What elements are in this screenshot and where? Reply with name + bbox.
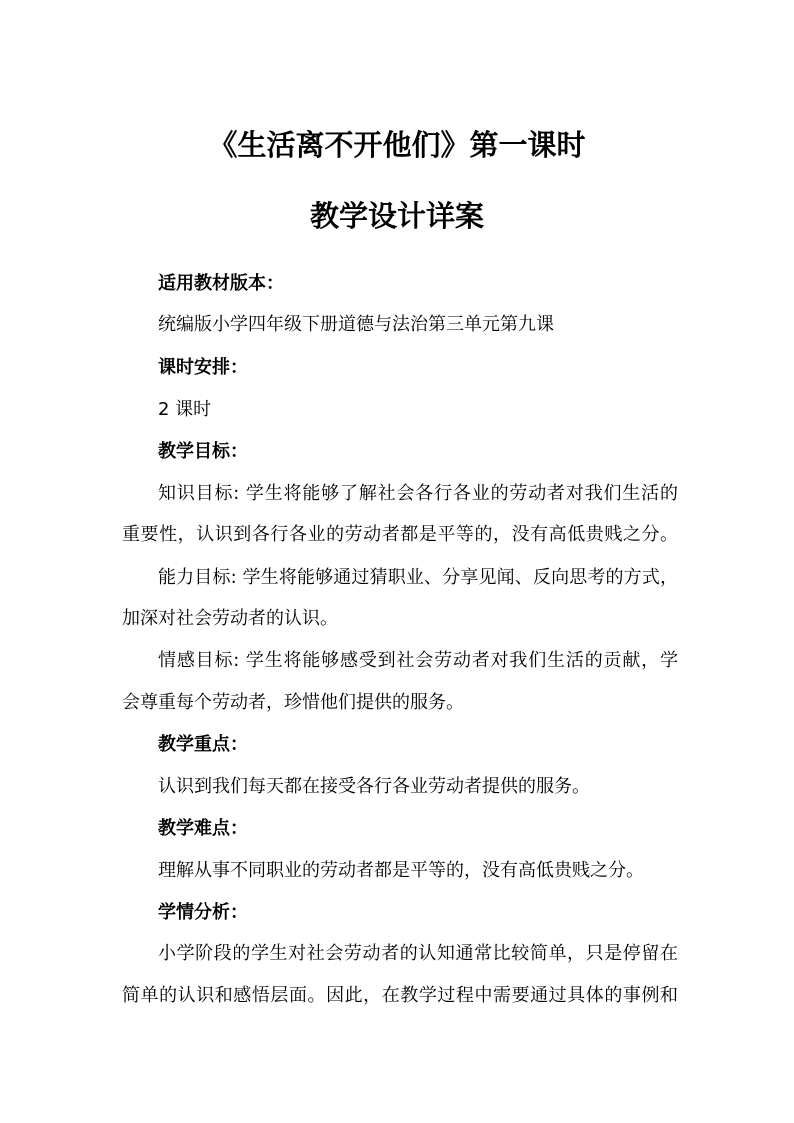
- schedule-value: 2 课时: [158, 399, 212, 420]
- difficulty-heading: 教学难点：: [158, 818, 248, 839]
- analysis-line1: 小学阶段的学生对社会劳动者的认知通常比较简单，只是停留在: [158, 943, 678, 964]
- document-title-line1: 《生活离不开他们》第一课时: [208, 128, 586, 162]
- emotion-objective-line1: 情感目标: 学生将能够感受到社会劳动者对我们生活的贡献，学: [158, 650, 678, 671]
- key-point-value: 认识到我们每天都在接受各行各业劳动者提供的服务。: [158, 776, 590, 797]
- schedule-heading: 课时安排：: [158, 357, 248, 378]
- key-point-heading: 教学重点：: [158, 734, 248, 755]
- knowledge-objective-line2: 重要性，认识到各行各业的劳动者都是平等的，没有高低贵贱之分。: [122, 524, 678, 545]
- textbook-heading: 适用教材版本：: [158, 273, 284, 294]
- difficulty-value: 理解从事不同职业的劳动者都是平等的，没有高低贵贱之分。: [158, 860, 644, 881]
- textbook-value: 统编版小学四年级下册道德与法治第三单元第九课: [158, 314, 554, 335]
- emotion-objective-line2: 会尊重每个劳动者，珍惜他们提供的服务。: [122, 692, 464, 713]
- analysis-heading: 学情分析：: [158, 902, 248, 923]
- objectives-heading: 教学目标：: [158, 441, 248, 462]
- ability-objective-line1: 能力目标: 学生将能够通过猜职业、分享见闻、反向思考的方式，: [158, 567, 678, 588]
- analysis-line2: 简单的认识和感悟层面。因此，在教学过程中需要通过具体的事例和: [122, 985, 678, 1006]
- knowledge-objective-line1: 知识目标: 学生将能够了解社会各行各业的劳动者对我们生活的: [158, 483, 678, 504]
- document-title-line2: 教学设计详案: [309, 199, 484, 233]
- ability-objective-line2: 加深对社会劳动者的认识。: [122, 608, 338, 629]
